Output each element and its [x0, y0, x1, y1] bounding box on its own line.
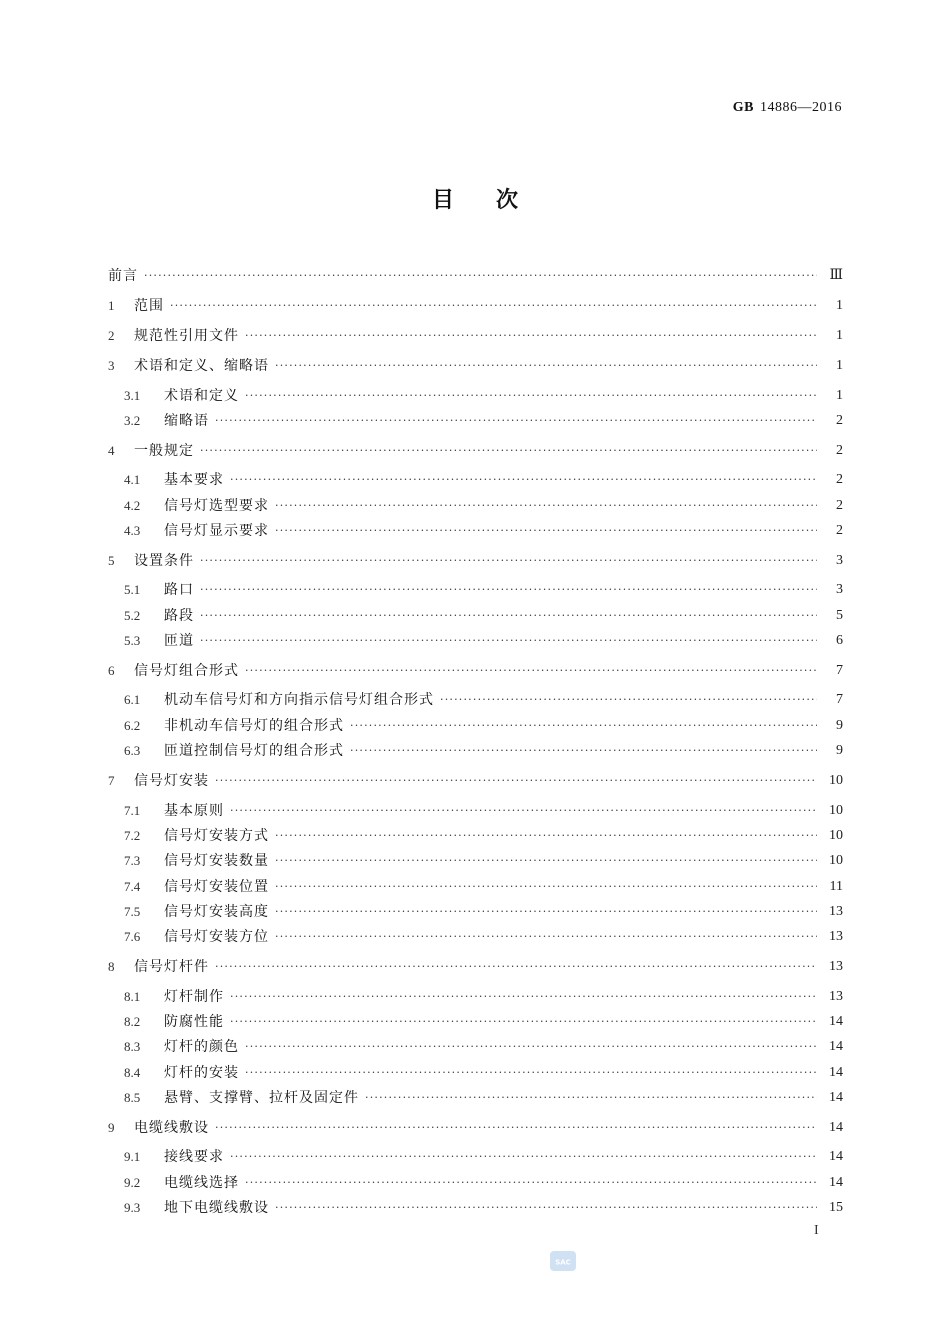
toc-entry-title: 接线要求	[164, 1149, 224, 1165]
toc-entry-number: 6	[108, 663, 115, 678]
toc-entry-number: 8.2	[124, 1014, 141, 1029]
dot-leader	[215, 1117, 817, 1139]
toc-entry[interactable]	[108, 660, 843, 682]
toc-entry-number: 3.2	[124, 413, 141, 428]
toc-entry[interactable]	[108, 1117, 843, 1139]
toc-entry-number: 5.1	[124, 582, 141, 597]
toc-entry-number: 9.1	[124, 1149, 141, 1164]
toc-entry-title: 悬臂、支撑臂、拉杆及固定件	[164, 1090, 359, 1106]
dot-leader	[200, 440, 817, 462]
toc-entry-page: 6	[836, 633, 843, 648]
dot-leader	[275, 520, 817, 542]
toc-entry-title: 地下电缆线敷设	[164, 1200, 269, 1216]
dot-leader	[200, 550, 817, 572]
dot-leader	[275, 850, 817, 872]
toc-entry-number: 1	[108, 298, 115, 313]
toc-subentry[interactable]	[124, 986, 843, 1008]
toc-entry-page: 10	[829, 828, 843, 843]
toc-entry-number: 7.5	[124, 904, 141, 919]
toc-entry-page: 11	[829, 879, 843, 894]
dot-leader	[365, 1087, 817, 1109]
toc-entry-title: 信号灯安装方式	[164, 828, 269, 844]
toc-entry-number: 9.2	[124, 1175, 141, 1190]
dot-leader	[275, 825, 817, 847]
dot-leader	[275, 876, 817, 898]
toc-subentry[interactable]	[124, 385, 843, 407]
dot-leader	[275, 901, 817, 923]
toc-entry-number: 6.2	[124, 718, 141, 733]
toc-entry-page: 14	[829, 1039, 843, 1054]
toc-entry-title: 匝道控制信号灯的组合形式	[164, 743, 344, 759]
dot-leader	[215, 956, 817, 978]
toc-subentry[interactable]	[124, 740, 843, 762]
dot-leader	[275, 926, 817, 948]
toc-entry-number: 4.2	[124, 498, 141, 513]
dot-leader	[230, 469, 817, 491]
toc-entry-title: 信号灯杆件	[134, 959, 209, 975]
dot-leader	[200, 605, 817, 627]
toc-entry-number: 4.1	[124, 472, 141, 487]
page-number: I	[814, 1223, 819, 1238]
toc-entry-page: 1	[836, 358, 843, 373]
toc-entry-title: 机动车信号灯和方向指示信号灯组合形式	[164, 692, 434, 708]
toc-entry-page: 13	[829, 959, 843, 974]
toc-subentry[interactable]	[124, 926, 843, 948]
toc-entry-page: 9	[836, 743, 843, 758]
toc-subentry[interactable]	[124, 630, 843, 652]
toc-entry-number: 6.1	[124, 692, 141, 707]
toc-entry-number: 7.1	[124, 803, 141, 818]
toc-entry-title: 电缆线选择	[164, 1175, 239, 1191]
toc-entry-number: 3	[108, 358, 115, 373]
toc-entry-title: 缩略语	[164, 413, 209, 429]
toc-entry-title: 范围	[134, 298, 164, 314]
toc-entry-page: 13	[829, 929, 843, 944]
standard-prefix: GB	[732, 100, 754, 115]
toc-entry-page: 7	[836, 692, 843, 707]
toc-entry[interactable]	[108, 550, 843, 572]
toc-entry-page: 14	[829, 1175, 843, 1190]
toc-entry-title: 信号灯选型要求	[164, 498, 269, 514]
toc-subentry[interactable]	[124, 876, 843, 898]
dot-leader	[200, 579, 817, 601]
toc-entry-number: 7.4	[124, 879, 141, 894]
toc-entry-number: 8.4	[124, 1065, 141, 1080]
toc-subentry[interactable]	[124, 1087, 843, 1109]
watermark-text: SAC	[555, 1258, 571, 1267]
toc-subentry[interactable]	[124, 1172, 843, 1194]
toc-entry-title: 规范性引用文件	[134, 328, 239, 344]
toc-entry-number: 2	[108, 328, 115, 343]
toc-entry-number: 7	[108, 773, 115, 788]
toc-entry-title: 路口	[164, 582, 194, 598]
toc-entry-number: 5.2	[124, 608, 141, 623]
dot-leader	[215, 410, 817, 432]
dot-leader	[245, 325, 817, 347]
toc-entry-title: 信号灯安装高度	[164, 904, 269, 920]
dot-leader	[350, 715, 817, 737]
toc-entry-title: 前言	[108, 268, 138, 284]
toc-entry-title: 信号灯组合形式	[134, 663, 239, 679]
toc-entry-title: 信号灯安装方位	[164, 929, 269, 945]
toc-entry-page: 14	[829, 1065, 843, 1080]
toc-subentry[interactable]	[124, 469, 843, 491]
dot-leader	[245, 385, 817, 407]
toc-subentry[interactable]	[124, 410, 843, 432]
toc-entry[interactable]	[108, 325, 843, 347]
toc-entry-number: 9.3	[124, 1200, 141, 1215]
sac-logo-icon	[550, 1251, 576, 1271]
dot-leader	[230, 1011, 817, 1033]
toc-entry-title: 信号灯安装	[134, 773, 209, 789]
toc-entry-title: 灯杆的安装	[164, 1065, 239, 1081]
toc-entry-page: Ⅲ	[829, 268, 843, 283]
toc-entry-page: 14	[829, 1120, 843, 1135]
toc-entry-page: 14	[829, 1149, 843, 1164]
toc-entry-number: 4.3	[124, 523, 141, 538]
toc-subentry[interactable]	[124, 605, 843, 627]
toc-entry-number: 4	[108, 443, 115, 458]
standard-code	[733, 100, 842, 116]
dot-leader	[230, 800, 817, 822]
toc-entry-title: 术语和定义	[164, 388, 239, 404]
toc-subentry[interactable]	[124, 850, 843, 872]
dot-leader	[275, 495, 817, 517]
toc-entry-page: 9	[836, 718, 843, 733]
toc-subentry[interactable]	[124, 715, 843, 737]
dot-leader	[350, 740, 817, 762]
toc-entry-number: 7.2	[124, 828, 141, 843]
toc-entry-page: 2	[836, 443, 843, 458]
toc-entry-page: 7	[836, 663, 843, 678]
toc-entry-number: 8	[108, 959, 115, 974]
toc-entry-title: 基本原则	[164, 803, 224, 819]
toc-entry-page: 2	[836, 472, 843, 487]
dot-leader	[275, 1197, 817, 1219]
dot-leader	[440, 689, 817, 711]
toc-entry-title: 防腐性能	[164, 1014, 224, 1030]
toc-entry-number: 5	[108, 553, 115, 568]
toc-subentry[interactable]	[124, 495, 843, 517]
page-title: 目次	[431, 188, 560, 213]
toc-entry-title: 一般规定	[134, 443, 194, 459]
toc-entry-page: 13	[829, 989, 843, 1004]
toc-entry-page: 10	[829, 853, 843, 868]
toc-entry-page: 2	[836, 523, 843, 538]
toc-entry-title: 信号灯安装位置	[164, 879, 269, 895]
dot-leader	[245, 660, 817, 682]
toc-subentry[interactable]	[124, 1197, 843, 1219]
toc-entry-title: 基本要求	[164, 472, 224, 488]
toc-entry-number: 7.3	[124, 853, 141, 868]
toc-entry[interactable]	[108, 295, 843, 317]
toc-entry-page: 10	[829, 773, 843, 788]
toc-subentry[interactable]	[124, 520, 843, 542]
toc-entry-page: 1	[836, 388, 843, 403]
toc-entry-page: 14	[829, 1014, 843, 1029]
toc-entry-title: 电缆线敷设	[134, 1120, 209, 1136]
toc-subentry[interactable]	[124, 1062, 843, 1084]
toc-entry-title: 非机动车信号灯的组合形式	[164, 718, 344, 734]
toc-entry-page: 1	[836, 298, 843, 313]
toc-subentry[interactable]	[124, 1011, 843, 1033]
toc-entry-number: 6.3	[124, 743, 141, 758]
dot-leader	[230, 1146, 817, 1168]
toc-entry-page: 5	[836, 608, 843, 623]
toc-entry-page: 10	[829, 803, 843, 818]
toc-entry-title: 灯杆制作	[164, 989, 224, 1005]
toc-entry-page: 3	[836, 553, 843, 568]
toc-entry-title: 设置条件	[134, 553, 194, 569]
standard-number: 14886—2016	[760, 100, 842, 115]
toc-entry-page: 13	[829, 904, 843, 919]
toc-entry-number: 7.6	[124, 929, 141, 944]
toc-entry-page: 1	[836, 328, 843, 343]
toc-entry[interactable]	[108, 355, 843, 377]
dot-leader	[245, 1172, 817, 1194]
toc-entry[interactable]	[108, 440, 843, 462]
toc-subentry[interactable]	[124, 800, 843, 822]
toc-entry[interactable]	[108, 265, 843, 287]
toc-entry-page: 3	[836, 582, 843, 597]
toc-entry-page: 2	[836, 413, 843, 428]
dot-leader	[215, 770, 817, 792]
toc-entry[interactable]	[108, 770, 843, 792]
toc-entry-title: 术语和定义、缩略语	[134, 358, 269, 374]
dot-leader	[170, 295, 817, 317]
toc-entry-number: 9	[108, 1120, 115, 1135]
toc-entry-title: 匝道	[164, 633, 194, 649]
dot-leader	[144, 265, 817, 287]
toc-entry-number: 8.3	[124, 1039, 141, 1054]
toc-entry-page: 15	[829, 1200, 843, 1215]
dot-leader	[245, 1062, 817, 1084]
toc-entry-title: 信号灯安装数量	[164, 853, 269, 869]
toc-subentry[interactable]	[124, 579, 843, 601]
toc-entry-number: 5.3	[124, 633, 141, 648]
toc-entry-page: 14	[829, 1090, 843, 1105]
toc-entry-page: 2	[836, 498, 843, 513]
toc-entry-title: 路段	[164, 608, 194, 624]
dot-leader	[245, 1036, 817, 1058]
dot-leader	[200, 630, 817, 652]
toc-subentry[interactable]	[124, 689, 843, 711]
toc-entry-title: 信号灯显示要求	[164, 523, 269, 539]
dot-leader	[275, 355, 817, 377]
toc-entry-number: 3.1	[124, 388, 141, 403]
toc-subentry[interactable]	[124, 901, 843, 923]
toc-entry[interactable]	[108, 956, 843, 978]
toc-subentry[interactable]	[124, 825, 843, 847]
toc-entry-title: 灯杆的颜色	[164, 1039, 239, 1055]
toc-subentry[interactable]	[124, 1146, 843, 1168]
toc-subentry[interactable]	[124, 1036, 843, 1058]
dot-leader	[230, 986, 817, 1008]
toc-entry-number: 8.1	[124, 989, 141, 1004]
toc-entry-number: 8.5	[124, 1090, 141, 1105]
